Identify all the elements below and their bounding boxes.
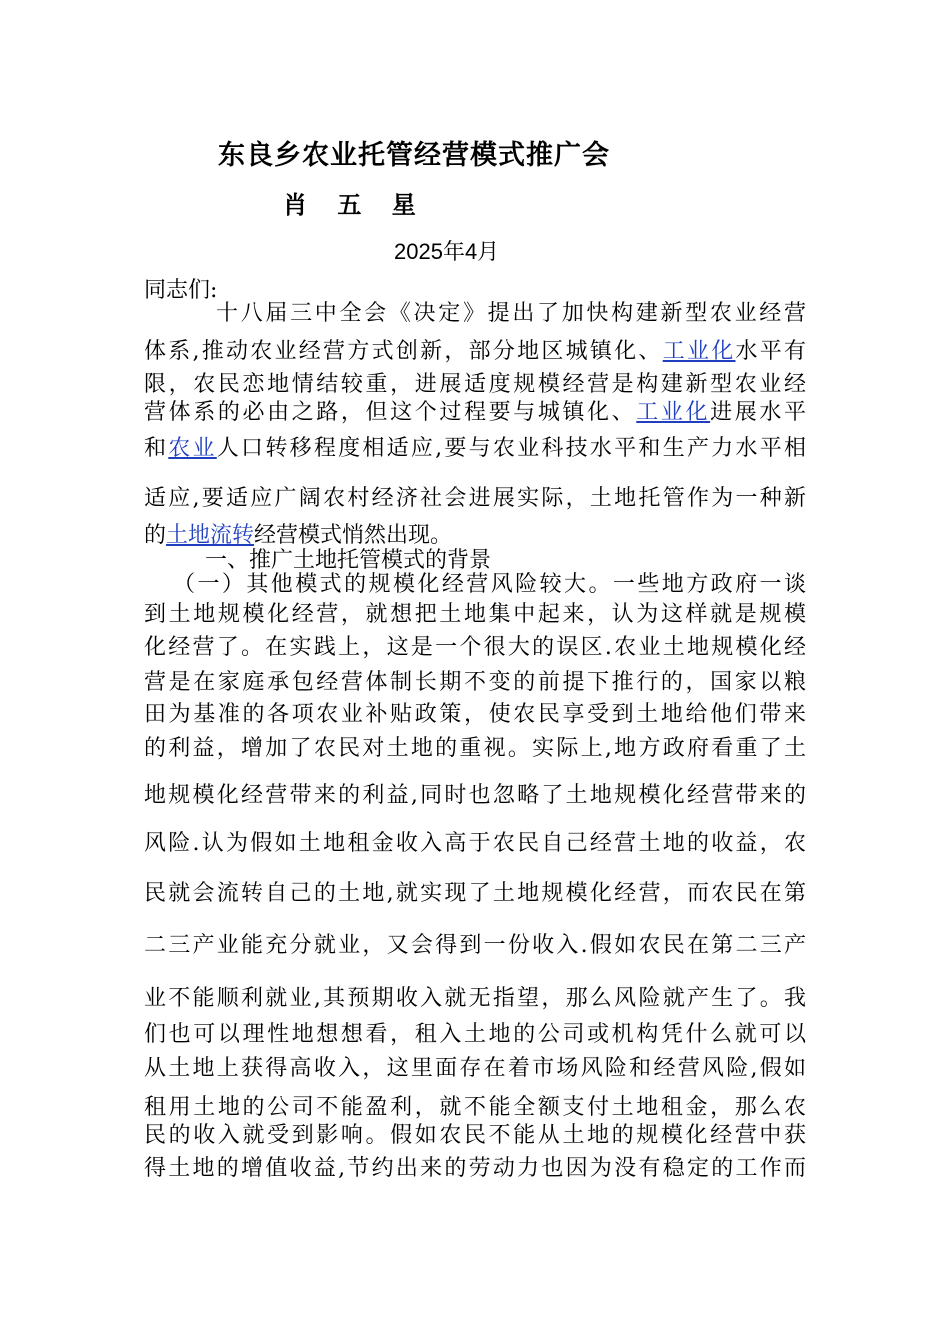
text-span: 的	[144, 523, 167, 548]
text-span: 人口转移程度相适应,要与农业科技水平和生产力水平相	[216, 436, 806, 461]
paragraph-line: 二三产业能充分就业，又会得到一份收入.假如农民在第二三产	[144, 933, 806, 958]
paragraph-line: 民的收入就受到影响。假如农民不能从土地的规模化经营中获	[144, 1123, 806, 1148]
paragraph-line: 适应,要适应广阔农村经济社会进展实际，土地托管作为一种新	[144, 486, 806, 511]
paragraph-line: 化经营了。在实践上，这是一个很大的误区.农业土地规模化经	[144, 635, 806, 660]
paragraph-line: 租用土地的公司不能盈利，就不能全额支付土地租金，那么农	[144, 1095, 806, 1120]
paragraph-line: 风险.认为假如土地租金收入高于农民自己经营土地的收益，农	[144, 831, 806, 856]
paragraph-line	[144, 399, 806, 427]
paragraph-line: 民就会流转自己的土地,就实现了土地规模化经营，而农民在第	[144, 881, 806, 906]
paragraph-line: 营是在家庭承包经营体制长期不变的前提下推行的，国家以粮	[144, 670, 806, 695]
text-span: 水平有	[735, 339, 806, 364]
industrialization-link[interactable]: 工业化	[662, 339, 736, 364]
text-span: 经营模式悄然出现。	[254, 523, 453, 548]
industrialization-link[interactable]: 工业化	[636, 400, 711, 425]
document-date: 2025年4月	[394, 239, 500, 264]
paragraph-line: 限，农民恋地情结较重，进展适度规模经营是构建新型农业经	[144, 372, 806, 397]
paragraph-line: 的利益，增加了农民对土地的重视。实际上,地方政府看重了土	[144, 736, 806, 761]
paragraph-line: 从土地上获得高收入，这里面存在着市场风险和经营风险,假如	[144, 1056, 806, 1081]
paragraph-line	[144, 522, 806, 550]
land-transfer-link[interactable]: 土地流转	[166, 523, 255, 548]
paragraph-line: 田为基准的各项农业补贴政策，使农民享受到土地给他们带来	[144, 702, 806, 727]
paragraph-line: 到土地规模化经营，就想把土地集中起来，认为这样就是规模	[144, 602, 806, 627]
text-span: 进展水平	[710, 400, 806, 425]
author-name: 肖 五 星	[283, 190, 427, 219]
paragraph-line	[144, 338, 806, 366]
section-heading: 一、推广土地托管模式的背景	[205, 548, 492, 573]
paragraph-line: （一）其他模式的规模化经营风险较大。一些地方政府一谈	[173, 572, 806, 597]
paragraph-line: 地规模化经营带来的利益,同时也忽略了土地规模化经营带来的	[144, 783, 806, 808]
paragraph-line: 十八届三中全会《决定》提出了加快构建新型农业经营	[216, 301, 806, 326]
paragraph-line: 得土地的增值收益,节约出来的劳动力也因为没有稳定的工作而	[144, 1156, 806, 1181]
agriculture-link[interactable]: 农业	[168, 436, 217, 461]
text-span: 和	[144, 436, 169, 461]
greeting: 同志们:	[144, 278, 218, 303]
text-span: 体系,推动农业经营方式创新，部分地区城镇化、	[144, 339, 663, 364]
paragraph-line: 们也可以理性地想想看，租入土地的公司或机构凭什么就可以	[144, 1022, 806, 1047]
text-span: 营体系的必由之路，但这个过程要与城镇化、	[144, 400, 637, 425]
paragraph-line: 业不能顺利就业,其预期收入就无指望，那么风险就产生了。我	[144, 986, 806, 1011]
paragraph-line	[144, 435, 806, 463]
document-title: 东良乡农业托管经营模式推广会	[218, 140, 610, 171]
